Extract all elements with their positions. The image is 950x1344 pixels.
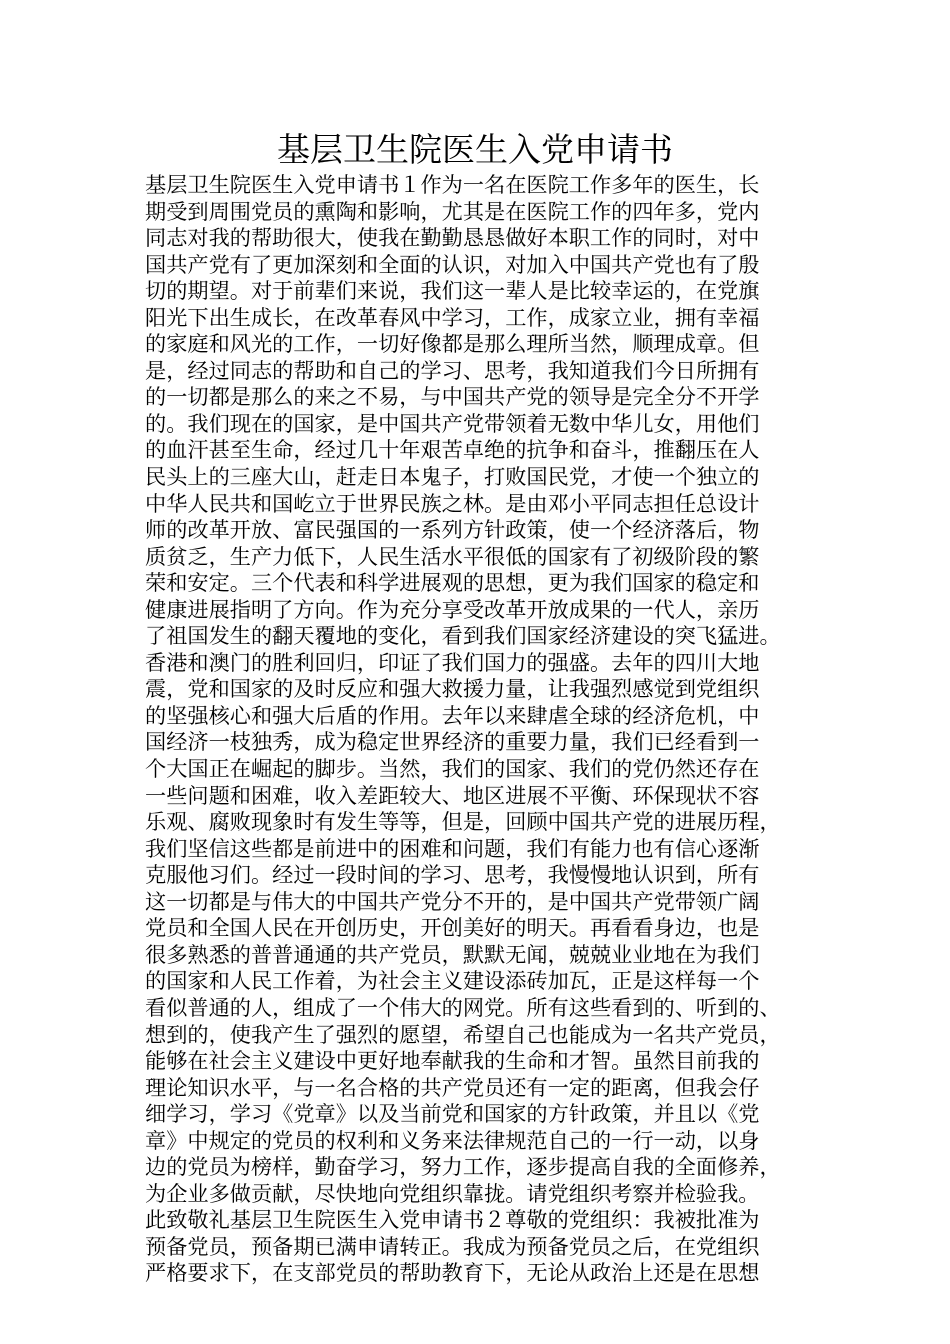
body-text-line: 严格要求下，在支部党员的帮助教育下，无论从政治上还是在思想 xyxy=(145,1260,760,1286)
body-text-line: 一些问题和困难，收入差距较大、地区进展不平衡、环保现状不容 xyxy=(145,782,760,808)
body-text-line: 为企业多做贡献，尽快地向党组织靠拢。请党组织考察并检验我。 xyxy=(145,1180,760,1206)
body-text-line: 荣和安定。三个代表和科学进展观的思想，更为我们国家的稳定和 xyxy=(145,570,760,596)
body-text-line: 师的改革开放、富民强国的一系列方针政策，使一个经济落后，物 xyxy=(145,517,760,543)
body-text-line: 个大国正在崛起的脚步。当然，我们的国家、我们的党仍然还存在 xyxy=(145,756,760,782)
body-text-line: 切的期望。对于前辈们来说，我们这一辈人是比较幸运的，在党旗 xyxy=(145,278,760,304)
body-text-line: 国共产党有了更加深刻和全面的认识，对加入中国共产党也有了殷 xyxy=(145,251,760,277)
body-text-line: 基层卫生院医生入党申请书１作为一名在医院工作多年的医生，长 xyxy=(145,172,760,197)
body-text-line: 的国家和人民工作着，为社会主义建设添砖加瓦，正是这样每一个 xyxy=(145,968,760,994)
body-text-line: 章》中规定的党员的权利和义务来法律规范自己的一行一动，以身 xyxy=(145,1127,760,1153)
body-text-line: 健康进展指明了方向。作为充分享受改革开放成果的一代人，亲历 xyxy=(145,596,760,622)
body-text-line: 民头上的三座大山，赶走日本鬼子，打败国民党，才使一个独立的 xyxy=(145,464,760,490)
body-text-line: 细学习，学习《党章》以及当前党和国家的方针政策，并且以《党 xyxy=(145,1101,760,1127)
body-text-line: 很多熟悉的普普通通的共产党员，默默无闻，兢兢业业地在为我们 xyxy=(145,941,760,967)
body-text-line: 预备党员，预备期已满申请转正。我成为预备党员之后，在党组织 xyxy=(145,1233,760,1259)
document-body xyxy=(145,172,821,1287)
body-text-line: 理论知识水平，与一名合格的共产党员还有一定的距离，但我会仔 xyxy=(145,1074,760,1100)
body-text-line: 能够在社会主义建设中更好地奉献我的生命和才智。虽然目前我的 xyxy=(145,1048,760,1074)
body-text-line: 乐观、腐败现象时有发生等等，但是，回顾中国共产党的进展历程， xyxy=(145,809,781,835)
body-text-line: 的一切都是那么的来之不易，与中国共产党的领导是完全分不开学 xyxy=(145,384,760,410)
body-text-line: 了祖国发生的翻天覆地的变化，看到我们国家经济建设的突飞猛进。 xyxy=(145,623,781,649)
body-text-line: 香港和澳门的胜利回归，印证了我们国力的强盛。去年的四川大地 xyxy=(145,649,760,675)
body-text-line: 想到的，使我产生了强烈的愿望，希望自己也能成为一名共产党员， xyxy=(145,1021,781,1047)
body-text-line: 期受到周围党员的熏陶和影响，尤其是在医院工作的四年多，党内 xyxy=(145,198,760,224)
body-text-line: 的血汗甚至生命，经过几十年艰苦卓绝的抗争和奋斗，推翻压在人 xyxy=(145,437,760,463)
body-text-line: 边的党员为榜样，勤奋学习，努力工作，逐步提高自我的全面修养， xyxy=(145,1154,781,1180)
body-text-line: 的家庭和风光的工作，一切好像都是那么理所当然，顺理成章。但 xyxy=(145,331,760,357)
document-title: 基层卫生院医生入党申请书 xyxy=(277,130,673,169)
body-text-line: 的。我们现在的国家，是中国共产党带领着无数中华儿女，用他们 xyxy=(145,410,760,436)
body-text-line: 的坚强核心和强大后盾的作用。去年以来肆虐全球的经济危机，中 xyxy=(145,702,760,728)
body-text-line: 同志对我的帮助很大，使我在勤勤恳恳做好本职工作的同时，对中 xyxy=(145,225,760,251)
body-text-line: 阳光下出生成长，在改革春风中学习，工作，成家立业，拥有幸福 xyxy=(145,304,760,330)
body-text-line: 此致敬礼基层卫生院医生入党申请书２尊敬的党组织：我被批准为 xyxy=(145,1207,760,1233)
body-text-line: 我们坚信这些都是前进中的困难和问题，我们有能力也有信心逐渐 xyxy=(145,835,760,861)
body-text-line: 中华人民共和国屹立于世界民族之林。是由邓小平同志担任总设计 xyxy=(145,490,760,516)
body-text-line: 质贫乏，生产力低下，人民生活水平很低的国家有了初级阶段的繁 xyxy=(145,543,760,569)
body-text-line: 克服他习们。经过一段时间的学习、思考，我慢慢地认识到，所有 xyxy=(145,862,760,888)
body-text-line: 是，经过同志的帮助和自己的学习、思考，我知道我们今日所拥有 xyxy=(145,357,760,383)
body-text-line: 看似普通的人，组成了一个伟大的网党。所有这些看到的、听到的、 xyxy=(145,994,781,1020)
body-text-line: 党员和全国人民在开创历史，开创美好的明天。再看看身边，也是 xyxy=(145,915,760,941)
body-text-line: 这一切都是与伟大的中国共产党分不开的，是中国共产党带领广阔 xyxy=(145,888,760,914)
body-text-line: 震，党和国家的及时反应和强大救援力量，让我强烈感觉到党组织 xyxy=(145,676,760,702)
body-text-line: 国经济一枝独秀，成为稳定世界经济的重要力量，我们已经看到一 xyxy=(145,729,760,755)
